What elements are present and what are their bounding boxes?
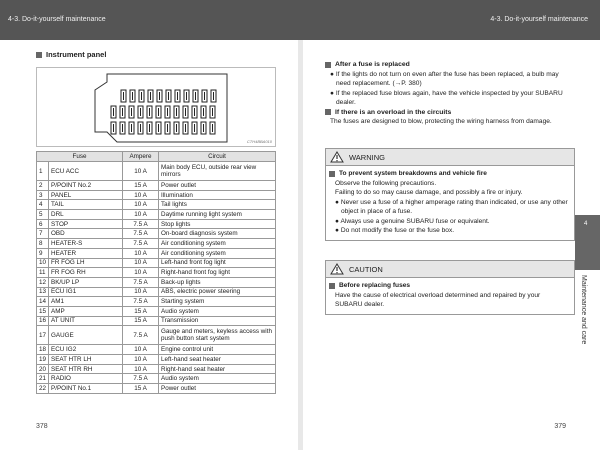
fuse-name: RADIO (49, 374, 123, 384)
fuse-row (37, 268, 276, 278)
fuse-name: ECU IG1 (49, 287, 123, 297)
section-title: Instrument panel (46, 50, 107, 59)
square-bullet-icon (329, 171, 335, 177)
warning-bullet-3: ● Do not modify the fuse or the fuse box. (335, 227, 455, 234)
square-bullet-icon (325, 109, 331, 115)
fuse-row (37, 239, 276, 249)
fuse-number: 5 (37, 210, 49, 220)
fuse-circuit: Tail lights (159, 200, 276, 210)
fuse-number: 9 (37, 248, 49, 258)
fuse-ampere: 10 A (123, 210, 159, 220)
fuse-name: P/POINT No.2 (49, 181, 123, 191)
fuse-row (37, 219, 276, 229)
warning-bullet-3-text: Do not modify the fuse or the fuse box. (340, 227, 455, 234)
fuse-ampere: 7.5 A (123, 326, 159, 345)
chapter-number: 4 (584, 221, 588, 227)
fuse-row (37, 297, 276, 307)
fuse-circuit: Illumination (159, 190, 276, 200)
caution-triangle-icon (330, 263, 344, 275)
replaced-bullet-1-text: If the lights do not turn on even after the fuse has been replaced, a bulb may need replacement. (→P. 380) (335, 70, 559, 87)
caution-box (325, 260, 575, 315)
instrument-panel-section (36, 50, 280, 59)
fuse-ampere: 15 A (123, 306, 159, 316)
warning-bullet-2-text: Always use a genuine SUBARU fuse or equivalent. (340, 217, 490, 225)
fuse-row (37, 229, 276, 239)
fuse-circuit: Engine control unit (159, 345, 276, 355)
fuse-name: HEATER (49, 248, 123, 258)
fuse-ampere: 10 A (123, 287, 159, 297)
fuse-number: 4 (37, 200, 49, 210)
column-header-circuit: Circuit (159, 152, 276, 162)
replaced-heading-text: After a fuse is replaced (335, 61, 410, 68)
fuse-circuit: Gauge and meters, keyless access with push button start system (159, 326, 276, 345)
fuse-row (37, 181, 276, 191)
fuse-notes (325, 60, 575, 127)
fuse-circuit: Power outlet (159, 181, 276, 191)
fuse-number: 21 (37, 374, 49, 384)
fuse-circuit: Audio system (159, 306, 276, 316)
fuse-ampere: 10 A (123, 190, 159, 200)
fuse-row (37, 355, 276, 365)
fuse-box-diagram (37, 68, 275, 146)
overload-heading (325, 108, 575, 118)
header-right-title: 4-3. Do-it-yourself maintenance (490, 16, 588, 23)
fuse-ampere: 7.5 A (123, 229, 159, 239)
fuse-name: AT UNIT (49, 316, 123, 326)
fuse-row (37, 287, 276, 297)
warning-title: WARNING (349, 152, 385, 162)
fuse-number: 13 (37, 287, 49, 297)
fuse-circuit: Starting system (159, 297, 276, 307)
caution-heading-text: Before replacing fuses (339, 282, 411, 289)
square-bullet-icon (329, 283, 335, 289)
chapter-tab (575, 215, 600, 270)
fuse-ampere: 10 A (123, 355, 159, 365)
fuse-circuit: Left-hand front fog light (159, 258, 276, 268)
warning-bullet-1: ● Never use a fuse of a higher amperage rating than indicated, or use any other object in place of a fuse. (335, 198, 568, 215)
fuse-number: 10 (37, 258, 49, 268)
warning-bullet-2: ● Always use a genuine SUBARU fuse or equivalent. (335, 217, 490, 225)
warning-triangle-icon (330, 151, 344, 163)
fuse-circuit: Right-hand seat heater (159, 364, 276, 374)
square-bullet-icon (325, 62, 331, 68)
warning-intro-1: Observe the following precautions. (335, 179, 437, 187)
fuse-name: ECU ACC (49, 162, 123, 181)
fuse-ampere: 10 A (123, 258, 159, 268)
fuse-row (37, 345, 276, 355)
fuse-number: 1 (37, 162, 49, 181)
square-bullet-icon (36, 52, 42, 58)
fuse-name: SEAT HTR LH (49, 355, 123, 365)
fuse-name: ECU IG2 (49, 345, 123, 355)
page-number-right: 379 (554, 423, 566, 430)
fuse-row (37, 210, 276, 220)
fuse-row (37, 277, 276, 287)
page-number-left: 378 (36, 423, 48, 430)
fuse-ampere: 10 A (123, 162, 159, 181)
fuse-circuit: Stop lights (159, 219, 276, 229)
fuse-number: 19 (37, 355, 49, 365)
fuse-circuit: Daytime running light system (159, 210, 276, 220)
fuse-ampere: 7.5 A (123, 277, 159, 287)
fuse-number: 17 (37, 326, 49, 345)
fuse-row (37, 384, 276, 394)
fuse-circuit: Right-hand front fog light (159, 268, 276, 278)
fuse-ampere: 7.5 A (123, 297, 159, 307)
fuse-circuit: ABS, electric power steering (159, 287, 276, 297)
fuse-name: DRL (49, 210, 123, 220)
fuse-circuit: Audio system (159, 374, 276, 384)
caution-title: CAUTION (349, 264, 383, 274)
replaced-bullet-1: ● If the lights do not turn on even after the fuse has been replaced, a bulb may need replacement. (→P. 380) (330, 70, 559, 87)
page-header (0, 0, 600, 40)
fuse-ampere: 15 A (123, 316, 159, 326)
fuse-row (37, 326, 276, 345)
fuse-name: SEAT HTR RH (49, 364, 123, 374)
fuse-number: 8 (37, 239, 49, 249)
fuse-number: 2 (37, 181, 49, 191)
fuse-ampere: 7.5 A (123, 219, 159, 229)
chapter-side-label: Maintenance and care (580, 275, 587, 345)
fuse-name: TAIL (49, 200, 123, 210)
header-left-title: 4-3. Do-it-yourself maintenance (8, 16, 106, 23)
fuse-number: 12 (37, 277, 49, 287)
fuse-name: AMP (49, 306, 123, 316)
column-header-fuse: Fuse (37, 152, 123, 162)
fuse-name: AM1 (49, 297, 123, 307)
fuse-name: STOP (49, 219, 123, 229)
fuse-row (37, 258, 276, 268)
fuse-number: 20 (37, 364, 49, 374)
caution-header (326, 261, 574, 278)
column-header-ampere: Ampere (123, 152, 159, 162)
fuse-row (37, 306, 276, 316)
fuse-number: 18 (37, 345, 49, 355)
overload-text: The fuses are designed to blow, protecting the wiring harness from damage. (330, 118, 552, 125)
warning-body (326, 166, 574, 240)
fuse-name: PANEL (49, 190, 123, 200)
warning-heading (329, 169, 568, 179)
fuse-box-figure (36, 67, 276, 147)
caution-text: Have the cause of electrical overload determined and repaired by your SUBARU dealer. (335, 291, 541, 308)
replaced-bullet-2-text: If the replaced fuse blows again, have the vehicle inspected by your SUBARU dealer. (335, 89, 563, 106)
fuse-ampere: 7.5 A (123, 239, 159, 249)
fuse-ampere: 15 A (123, 384, 159, 394)
section-heading (36, 50, 280, 59)
fuse-ampere: 7.5 A (123, 374, 159, 384)
fuse-circuit: Air conditioning system (159, 248, 276, 258)
fuse-row (37, 200, 276, 210)
fuse-number: 7 (37, 229, 49, 239)
fuse-circuit: Transmission (159, 316, 276, 326)
fuse-number: 14 (37, 297, 49, 307)
fuse-row (37, 190, 276, 200)
replaced-bullet-2: ● If the replaced fuse blows again, have the vehicle inspected by your SUBARU dealer. (330, 89, 563, 106)
figure-code: CTH4BBA010 (246, 139, 272, 144)
fuse-name: GAUGE (49, 326, 123, 345)
fuse-row (37, 374, 276, 384)
fuse-name: FR FOG LH (49, 258, 123, 268)
fuse-table (36, 151, 276, 394)
fuse-ampere: 10 A (123, 364, 159, 374)
fuse-ampere: 15 A (123, 181, 159, 191)
caution-heading (329, 281, 568, 291)
fuse-ampere: 10 A (123, 248, 159, 258)
fuse-name: BK/UP LP (49, 277, 123, 287)
fuse-row (37, 162, 276, 181)
fuse-number: 15 (37, 306, 49, 316)
fuse-table-header (37, 152, 276, 162)
fuse-name: HEATER-S (49, 239, 123, 249)
fuse-number: 16 (37, 316, 49, 326)
caution-body (326, 278, 574, 314)
fuse-number: 22 (37, 384, 49, 394)
fuse-circuit: On-board diagnosis system (159, 229, 276, 239)
warning-intro-2: Failing to do so may cause damage, and possibly a fire or injury. (335, 189, 523, 196)
replaced-heading (325, 60, 575, 70)
fuse-ampere: 10 A (123, 200, 159, 210)
fuse-number: 6 (37, 219, 49, 229)
fuse-circuit: Left-hand seat heater (159, 355, 276, 365)
fuse-name: OBD (49, 229, 123, 239)
fuse-row (37, 248, 276, 258)
fuse-row (37, 364, 276, 374)
fuse-name: FR FOG RH (49, 268, 123, 278)
warning-header (326, 149, 574, 166)
fuse-row (37, 316, 276, 326)
page-gutter (298, 40, 303, 450)
fuse-circuit: Power outlet (159, 384, 276, 394)
fuse-number: 3 (37, 190, 49, 200)
fuse-ampere: 10 A (123, 268, 159, 278)
fuse-circuit: Back-up lights (159, 277, 276, 287)
fuse-name: P/POINT No.1 (49, 384, 123, 394)
warning-bullet-1-text: Never use a fuse of a higher amperage rating than indicated, or use any other object in place of a fuse. (340, 198, 568, 215)
warning-heading-text: To prevent system breakdowns and vehicle fire (339, 170, 487, 177)
fuse-number: 11 (37, 268, 49, 278)
fuse-circuit: Air conditioning system (159, 239, 276, 249)
warning-box (325, 148, 575, 241)
overload-heading-text: If there is an overload in the circuits (335, 108, 452, 116)
fuse-circuit: Main body ECU, outside rear view mirrors (159, 162, 276, 181)
fuse-ampere: 10 A (123, 345, 159, 355)
